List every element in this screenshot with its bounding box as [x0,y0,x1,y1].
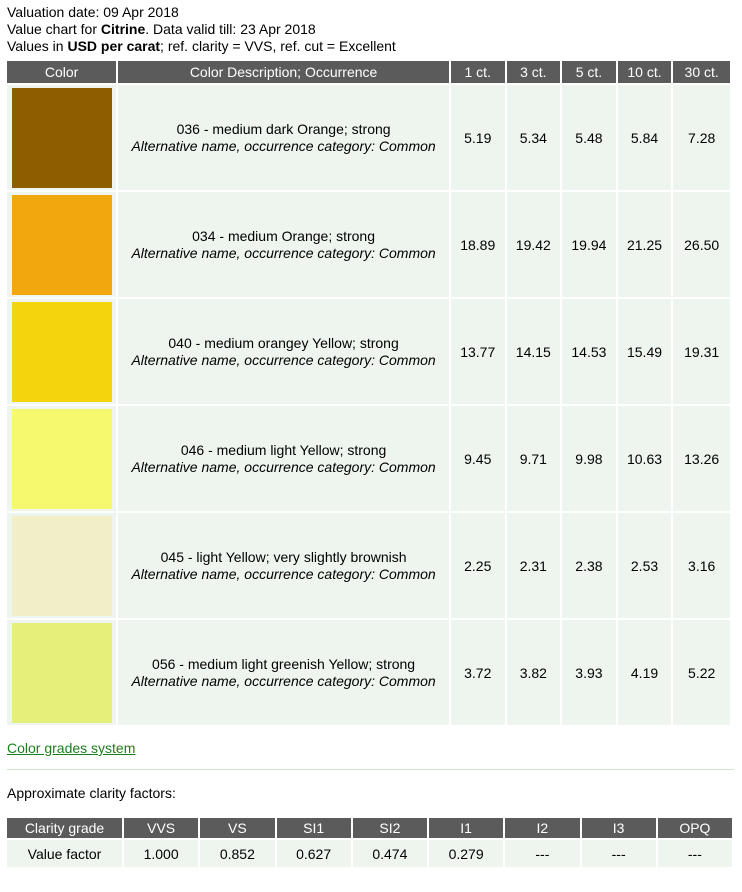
price-3ct: 14.15 [507,299,561,404]
divider [7,769,734,770]
clarity-factor-value: 0.279 [429,840,503,867]
clarity-value-row [7,840,732,867]
occurrence-note: Alternative name, occurrence category: Common [131,565,436,582]
clarity-col-header: VVS [124,818,198,838]
value-factor-label: Value factor [7,840,122,867]
price-30ct: 19.31 [673,299,730,404]
price-5ct: 3.93 [562,620,616,725]
price-10ct: 21.25 [618,192,672,297]
clarity-col-header: I3 [582,818,656,838]
clarity-factor-value: 0.474 [353,840,427,867]
reference-note: ; ref. clarity = VVS, ref. cut = Excellent [160,38,396,54]
color-swatch [12,409,112,509]
col-header-3ct: 3 ct. [507,61,561,83]
price-10ct: 2.53 [618,513,672,618]
price-30ct: 3.16 [673,513,730,618]
chart-prefix: Value chart for [7,21,101,37]
clarity-factor-value: --- [658,840,732,867]
color-description: 040 - medium orangey Yellow; strong [168,334,399,351]
description-cell [118,620,449,725]
units-prefix: Values in [7,38,68,54]
color-swatch [12,88,112,188]
price-10ct: 15.49 [618,299,672,404]
description-cell [118,85,449,190]
price-1ct: 9.45 [451,406,505,511]
price-30ct: 5.22 [673,620,730,725]
currency-unit: USD per carat [67,38,161,54]
occurrence-note: Alternative name, occurrence category: Common [131,244,436,261]
price-5ct: 19.94 [562,192,616,297]
occurrence-note: Alternative name, occurrence category: Common [131,458,436,475]
price-30ct: 26.50 [673,192,730,297]
swatch-cell [7,85,116,190]
price-1ct: 13.77 [451,299,505,404]
color-description: 034 - medium Orange; strong [192,227,376,244]
clarity-factor-value: --- [505,840,579,867]
price-1ct: 3.72 [451,620,505,725]
chart-title-line [7,21,742,38]
clarity-table [5,816,734,869]
value-row [7,620,730,725]
price-5ct: 9.98 [562,406,616,511]
col-header-description: Color Description; Occurrence [118,61,449,83]
color-swatch [12,302,112,402]
price-3ct: 2.31 [507,513,561,618]
value-row [7,513,730,618]
occurrence-note: Alternative name, occurrence category: Common [131,351,436,368]
value-row [7,85,730,190]
price-10ct: 10.63 [618,406,672,511]
clarity-factor-value: 0.852 [200,840,274,867]
price-1ct: 18.89 [451,192,505,297]
value-table [5,59,732,727]
occurrence-note: Alternative name, occurrence category: Common [131,137,436,154]
price-1ct: 5.19 [451,85,505,190]
clarity-col-header: I1 [429,818,503,838]
swatch-cell [7,620,116,725]
valuation-date: 09 Apr 2018 [103,4,179,20]
col-header-1ct: 1 ct. [451,61,505,83]
price-1ct: 2.25 [451,513,505,618]
clarity-col-header: SI2 [353,818,427,838]
price-5ct: 5.48 [562,85,616,190]
description-cell [118,192,449,297]
color-description: 056 - medium light greenish Yellow; strong [152,655,416,672]
value-table-header [7,61,730,83]
color-description: 036 - medium dark Orange; strong [176,120,391,137]
price-5ct: 2.38 [562,513,616,618]
occurrence-note: Alternative name, occurrence category: Common [131,672,436,689]
clarity-col-header: OPQ [658,818,732,838]
gem-name: Citrine [100,21,146,37]
col-header-color: Color [7,61,116,83]
price-30ct: 13.26 [673,406,730,511]
clarity-factor-value: 0.627 [277,840,351,867]
clarity-header-row [7,818,732,838]
color-swatch [12,516,112,616]
price-10ct: 4.19 [618,620,672,725]
clarity-factor-value: --- [582,840,656,867]
swatch-cell [7,192,116,297]
clarity-col-header: VS [200,818,274,838]
price-10ct: 5.84 [618,85,672,190]
valid-till-date: 23 Apr 2018 [240,21,316,37]
value-row [7,299,730,404]
valuation-date-line [7,4,742,21]
description-cell [118,299,449,404]
value-row [7,406,730,511]
description-cell [118,406,449,511]
clarity-title: Approximate clarity factors: [7,785,176,801]
valid-till-label: . Data valid till: [145,21,241,37]
value-row [7,192,730,297]
price-3ct: 3.82 [507,620,561,725]
price-5ct: 14.53 [562,299,616,404]
valuation-label: Valuation date: [7,4,104,20]
col-header-30ct: 30 ct. [673,61,730,83]
price-3ct: 5.34 [507,85,561,190]
price-3ct: 19.42 [507,192,561,297]
description-cell [118,513,449,618]
col-header-5ct: 5 ct. [562,61,616,83]
price-30ct: 7.28 [673,85,730,190]
swatch-cell [7,299,116,404]
clarity-col-header: I2 [505,818,579,838]
units-line [7,38,742,55]
clarity-grade-header: Clarity grade [7,818,122,838]
clarity-col-header: SI1 [277,818,351,838]
swatch-cell [7,406,116,511]
color-description: 045 - light Yellow; very slightly brownish [160,548,407,565]
color-swatch [12,195,112,295]
color-description: 046 - medium light Yellow; strong [180,441,387,458]
price-3ct: 9.71 [507,406,561,511]
color-grades-link[interactable]: Color grades system [7,740,136,756]
color-swatch [12,623,112,723]
col-header-10ct: 10 ct. [618,61,672,83]
swatch-cell [7,513,116,618]
clarity-factor-value: 1.000 [124,840,198,867]
